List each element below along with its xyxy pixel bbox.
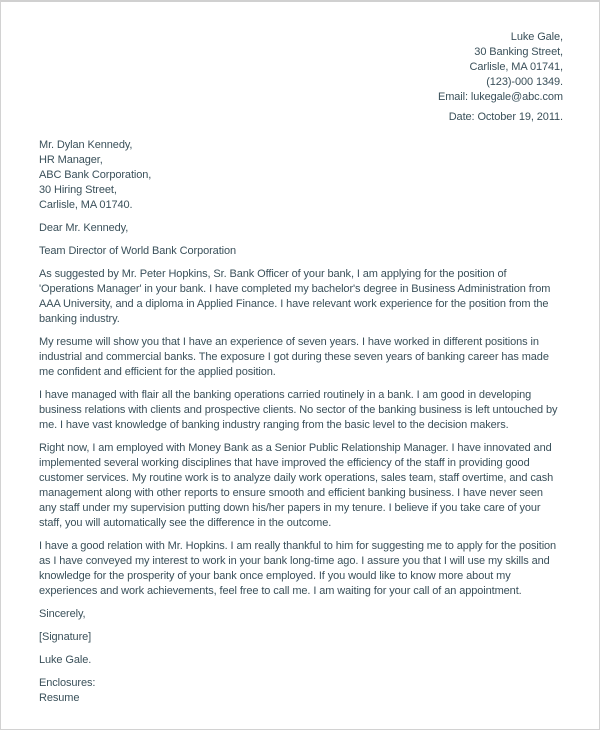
body-paragraph: As suggested by Mr. Peter Hopkins, Sr. Bank Officer of your bank, I am applying for the position of 'Operations Manager' in your bank. I have completed my bachelor's degree in Business Administration from AAA University, and a diploma in Applied Finance. I have relevant work experience for the position from the banking industry. — [39, 268, 551, 325]
enclosure-item: Resume — [39, 692, 80, 704]
recipient-address-line: Mr. Dylan Kennedy, — [39, 139, 133, 151]
body-paragraph: Right now, I am employed with Money Bank as a Senior Public Relationship Manager. I have innovated and implemented several working disciplines that have improved the efficiency of the staff in providing good customer services. My routine work is to analyze daily work operations, sales team, staff overtime, and cash management along with other reports to ensure smooth and efficient banking business. I have never seen any staff under my supervision putting down his/her papers in my tenure. I believe if you take care of your staff, you will automatically see the difference in the outcome. — [39, 442, 554, 529]
sender-address-line: Email: lukegale@abc.com — [437, 91, 563, 103]
recipient-address-line: HR Manager, — [39, 154, 103, 166]
letter-page — [1, 2, 599, 722]
sender-address-line: Luke Gale, — [510, 31, 563, 43]
recipient-address-line: Carlisle, MA 01740. — [39, 199, 133, 211]
body-paragraph: I have a good relation with Mr. Hopkins. I am really thankful to him for suggesting me to apply for the position as I have conveyed my interest to work in your bank long-time ago. I assure you that I will use my skills and knowledge for the prosperity of your bank once employed. If you would like to know more about my experiences and work achievements, feel free to call me. I am waiting for your call of an appointment. — [39, 540, 557, 597]
signature-placeholder: [Signature] — [39, 631, 92, 643]
enclosures-block — [39, 676, 563, 706]
valediction: Sincerely, — [39, 608, 86, 620]
sender-address-block — [39, 30, 563, 105]
recipient-address-block — [39, 138, 563, 213]
signer-name: Luke Gale. — [39, 654, 92, 666]
sender-address-line: Carlisle, MA 01741, — [469, 61, 563, 73]
sender-address-line: 30 Banking Street, — [474, 46, 563, 58]
subject-line: Team Director of World Bank Corporation — [39, 245, 237, 257]
body-paragraph: I have managed with flair all the banking operations carried routinely in a bank. I am good in developing business relations with clients and prospective clients. No sector of the banking business is left untouched by me. I have vast knowledge of banking industry ranging from the basic level to the decision makers. — [39, 389, 558, 431]
enclosures-label: Enclosures: — [39, 677, 96, 689]
recipient-address-line: ABC Bank Corporation, — [39, 169, 152, 181]
body-paragraph: My resume will show you that I have an experience of seven years. I have worked in different positions in industrial and commercial banks. The exposure I got during these seven years of banking career has made me confident and efficient for the applied position. — [39, 336, 549, 378]
date-line: Date: October 19, 2011. — [448, 111, 563, 123]
recipient-address-line: 30 Hiring Street, — [39, 184, 117, 196]
salutation: Dear Mr. Kennedy, — [39, 222, 129, 234]
sender-address-line: (123)-000 1349. — [486, 76, 563, 88]
